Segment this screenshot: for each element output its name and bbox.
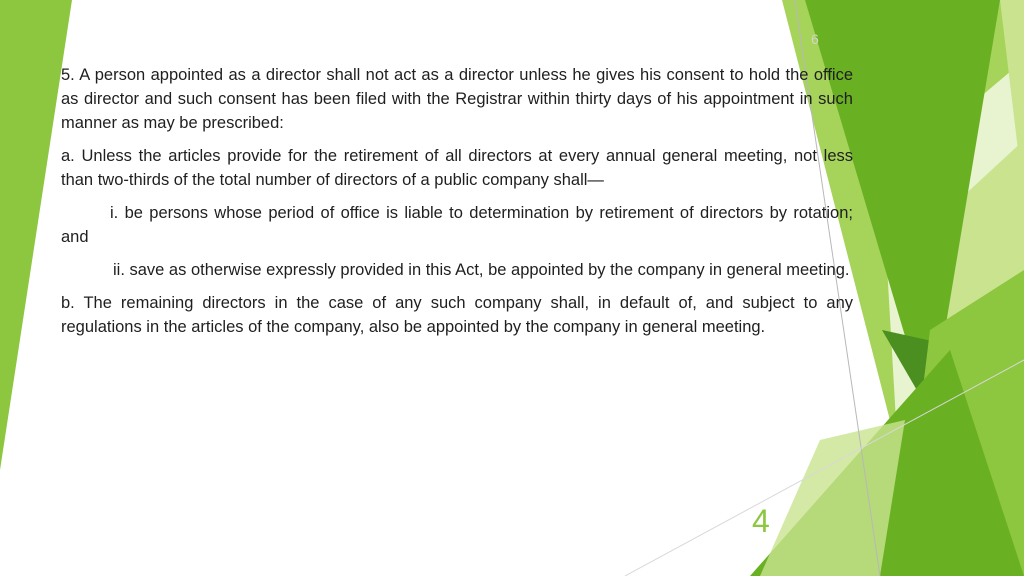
paragraph-5: 5. A person appointed as a director shall not act as a director unless he gives his consent to hold the office as director and such consent has been filed with the Registrar within thirty days of his appointment in such manner as may be prescribed: <box>61 66 853 132</box>
paragraph-ii: ii. save as otherwise expressly provided in this Act, be appointed by the company in general meeting. <box>113 261 850 279</box>
slide-body-text <box>61 63 853 348</box>
bottom-pale-triangle <box>760 420 905 576</box>
paragraph-i: i. be persons whose period of office is liable to determination by retirement of directors by rotation; and <box>61 204 853 246</box>
paragraph-b: b. The remaining directors in the case of any such company shall, in default of, and subject to any regulations in the articles of the company, also be appointed by the company in general meeting. <box>61 294 853 336</box>
corner-slide-number: 6 <box>811 31 819 47</box>
paragraph-a: a. Unless the articles provide for the retirement of all directors at every annual general meeting, not less than two-thirds of the total number of directors of a public company shall— <box>61 147 853 189</box>
page-number: 4 <box>752 503 770 539</box>
